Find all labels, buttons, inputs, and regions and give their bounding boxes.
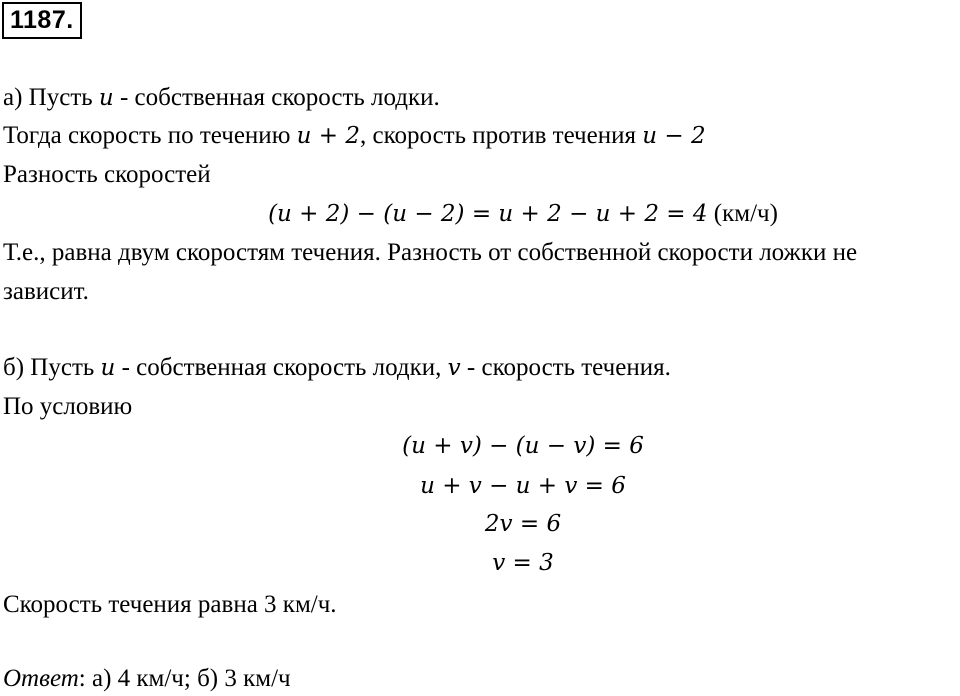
part-a-conclusion-line2: зависит. — [3, 278, 89, 305]
part-a-conclusion-line1: Т.е., равна двум скоростям течения. Разность от собственной скорости ложки не — [3, 239, 858, 266]
part-b-equation-3 — [0, 509, 960, 539]
part-a-equation-math: (u + 2) − (u − 2) = u + 2 − u + 2 = 4 — [268, 201, 708, 227]
part-b-equation-2 — [0, 471, 960, 501]
part-a-intro-prefix: а) Пусть — [3, 84, 99, 111]
part-b-equation-4 — [0, 548, 960, 578]
equation-text: v = 3 — [492, 550, 554, 576]
upstream-speed-expr: u − 2 — [642, 123, 706, 149]
part-a-speeds-text1: Тогда скорость по течению — [3, 122, 297, 149]
part-a-intro — [3, 83, 440, 113]
part-a-equation — [0, 199, 960, 229]
equation-text: (u + v) − (u − v) = 6 — [402, 433, 644, 459]
answer-label: Ответ — [3, 665, 79, 692]
answer-line — [3, 664, 291, 694]
part-b-intro-suffix: - скорость течения. — [460, 354, 671, 381]
part-b-intro-prefix: б) Пусть — [3, 354, 101, 381]
part-a-difference-label: Разность скоростей — [3, 161, 211, 188]
part-a-speeds — [3, 121, 706, 151]
downstream-speed-expr: u + 2 — [296, 123, 360, 149]
var-v: v — [447, 355, 461, 381]
part-b-equation-1 — [0, 431, 960, 461]
var-u: u — [100, 355, 116, 381]
part-b-conclusion: Скорость течения равна 3 км/ч. — [3, 591, 337, 618]
part-b-condition-label: По условию — [3, 393, 133, 420]
var-u: u — [98, 85, 114, 111]
part-b-intro-mid: - собственная скорость лодки, — [115, 354, 448, 381]
answer-text: : а) 4 км/ч; б) 3 км/ч — [78, 665, 291, 692]
part-b-intro — [3, 353, 671, 383]
problem-number-box: 1187. — [2, 2, 82, 39]
part-a-equation-unit: (км/ч) — [707, 200, 778, 227]
equation-text: 2v = 6 — [484, 511, 562, 537]
part-a-intro-suffix: - собственная скорость лодки. — [113, 84, 440, 111]
equation-text: u + v − u + v = 6 — [420, 473, 626, 499]
part-a-speeds-text2: , скорость против течения — [359, 122, 643, 149]
